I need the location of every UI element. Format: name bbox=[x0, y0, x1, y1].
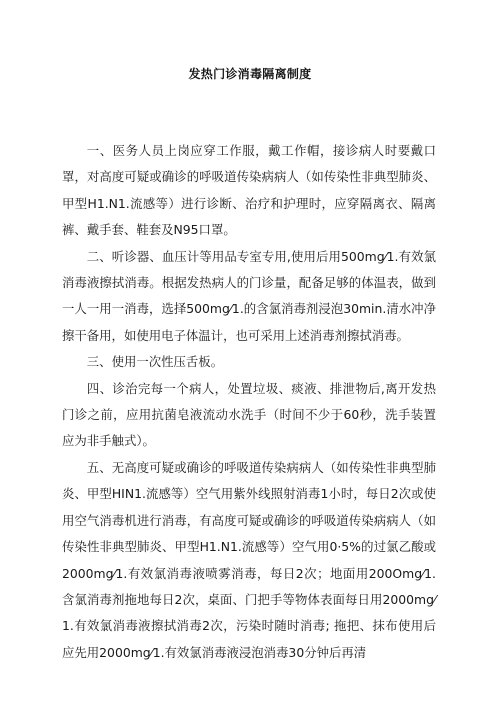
paragraph-5: 五、无高度可疑或确诊的呼吸道传染病病人（如传染性非典型肺炎、甲型HIN1.流感等）空气用紫外线照射消毒1小时，每日2次或使用空气消毒机进行消毒，有高度可疑或确诊的呼吸道传染病病人（如传染性非典型肺炎、甲型H1.N1.流感等）空气用0·5%的过氯乙酸或2000mg⁄1.有效氯消毒液喷雾消毒，每日2次；地面用200Omg⁄1.含氯消毒剂拖地每日2次，桌面、门把手等物体表面每日用2000mg⁄1.有效氯消毒液擦拭消毒2次，污染时随时消毒; 拖把、抹布使用后应先用2000mg⁄1.有效氯消毒液浸泡消毒30分钟后再清 bbox=[62, 459, 436, 660]
paragraph-1: 一、医务人员上岗应穿工作服，戴工作帽，接诊病人时要戴口罩，对高度可疑或确诊的呼吸道传染病病人（如传染性非典型肺炎、甲型H1.N1.流感等）进行诊断、治疗和护理时，应穿隔离衣、隔离裤、戴手套、鞋套及N95口罩。 bbox=[62, 143, 436, 238]
paragraph-2: 二、听诊器、血压计等用品专室专用,使用后用500mg⁄1.有效氯消毒液擦拭消毒。根据发热病人的门诊量，配备足够的体温表，做到一人一用一消毒，选择500mg⁄1.的含氯消毒剂浸泡30min.清水冲净擦干备用，如使用电子体温计，也可采用上述消毒剂擦拭消毒。 bbox=[62, 248, 436, 343]
paragraph-3: 三、使用一次性压舌板。 bbox=[86, 354, 224, 370]
paragraph-4: 四、诊治完每一个病人，处置垃圾、痰液、排泄物后,离开发热门诊之前，应用抗菌皂液流动水洗手（时间不少于60秒，洗手装置应为非手触式）。 bbox=[62, 380, 436, 449]
document-title: 发热门诊消毒隔离制度 bbox=[188, 67, 312, 81]
document-body bbox=[62, 138, 436, 666]
